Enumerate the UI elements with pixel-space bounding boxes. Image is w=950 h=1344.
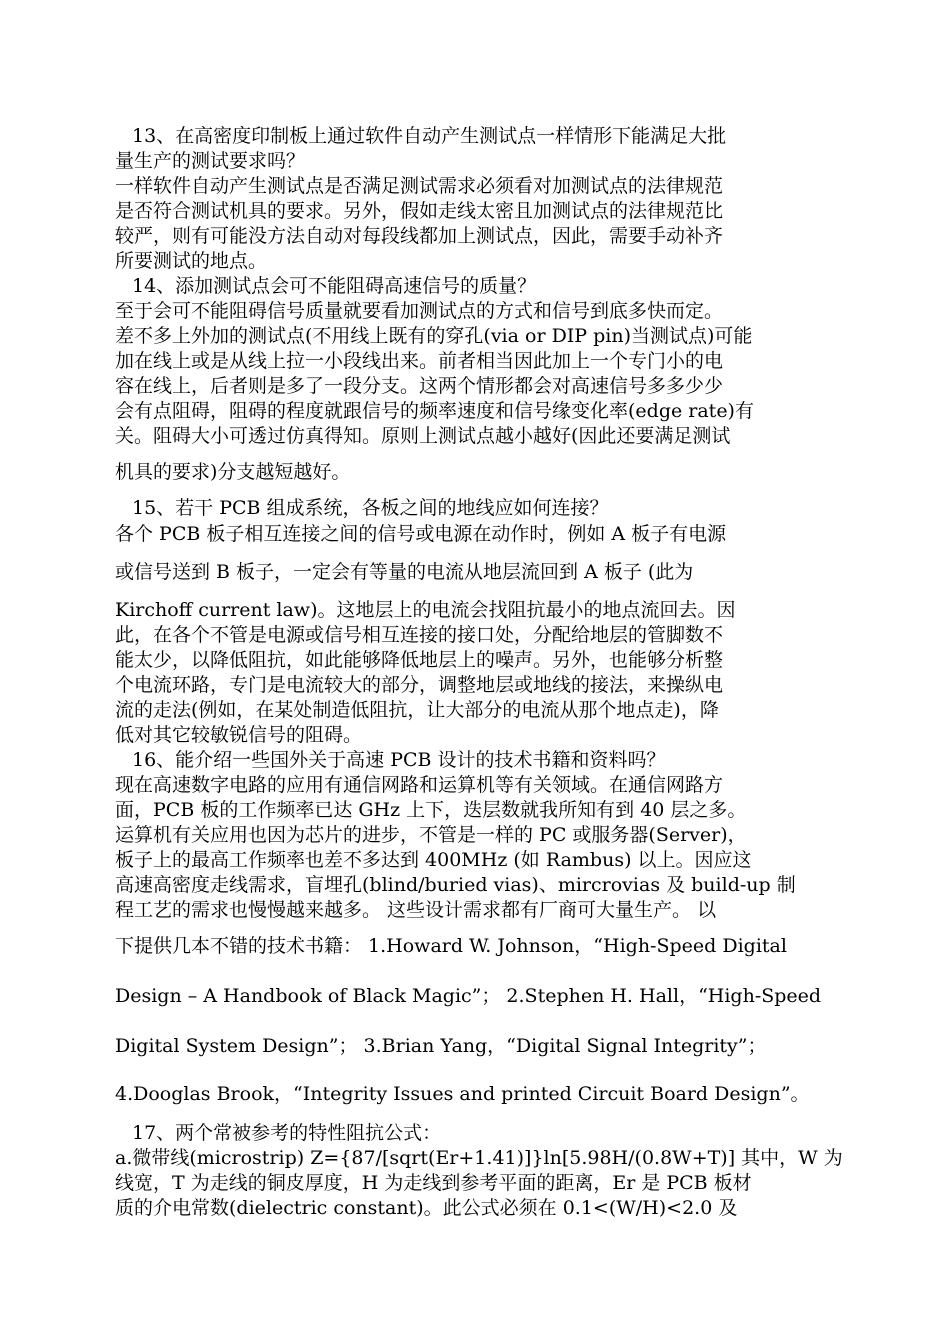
- q13-answer-line-3: 较严，则有可能没方法自动对每段线都加上测试点，因此，需要手动补齐: [115, 225, 724, 247]
- q13-answer-line-2: 是否符合测试机具的要求。另外，假如走线太密且加测试点的法律规范比: [115, 200, 724, 222]
- q16-answer-line-1: 现在高速数字电路的应用有通信网路和运算机等有关领域。在通信网路方: [115, 774, 724, 796]
- q16-answer-line-8: Design – A Handbook of Black Magic”； 2.Stephen H. Hall，“High-Speed: [115, 985, 822, 1007]
- q15-answer-line-1: 各个 PCB 板子相互连接之间的信号或电源在动作时，例如 A 板子有电源: [115, 523, 727, 545]
- q17-answer-line-1: a.微带线(microstrip) Z={87/[sqrt(Er+1.41)]}ln[5.98H/(0.8W+T)] 其中，W 为: [115, 1147, 843, 1169]
- q13-answer-line-4: 所要测试的地点。: [115, 250, 268, 272]
- q16-answer-line-6: 程工艺的需求也慢慢越来越多。 这些设计需求都有厂商可大量生产。 以: [115, 899, 717, 921]
- q15-answer-line-8: 低对其它较敏锐信号的阻碍。: [115, 724, 363, 746]
- q14-answer-line-7: 机具的要求)分支越短越好。: [115, 461, 351, 483]
- q14-answer-line-1: 至于会可不能阻碍信号质量就要看加测试点的方式和信号到底多快而定。: [115, 300, 724, 322]
- q16-answer-line-9: Digital System Design”； 3.Brian Yang，“Digital Signal Integrity”；: [115, 1035, 767, 1057]
- q15-answer-line-5: 能太少，以降低阻抗，如此能够降低地层上的噪声。另外，也能够分析整: [115, 649, 724, 671]
- q16-answer-line-7: 下提供几本不错的技术书籍： 1.Howard W. Johnson，“High-Speed Digital: [115, 935, 787, 957]
- q17-heading-line: 17、两个常被参考的特性阻抗公式：: [132, 1122, 442, 1144]
- q16-answer-line-10: 4.Dooglas Brook，“Integrity Issues and printed Circuit Board Design”。: [115, 1083, 810, 1105]
- q14-answer-line-4: 容在线上，后者则是多了一段分支。这两个情形都会对高速信号多多少少: [115, 375, 724, 397]
- q15-answer-line-4: 此，在各个不管是电源或信号相互连接的接口处，分配给地层的管脚数不: [115, 624, 724, 646]
- q14-heading-line: 14、添加测试点会可不能阻碍高速信号的质量？: [132, 275, 537, 297]
- q16-heading-line: 16、能介绍一些国外关于高速 PCB 设计的技术书籍和资料吗？: [132, 749, 666, 771]
- q15-answer-line-7: 流的走法(例如，在某处制造低阻抗，让大部分的电流从那个地点走)，降: [115, 699, 719, 721]
- q14-answer-line-5: 会有点阻碍，阻碍的程度就跟信号的频率速度和信号缘变化率(edge rate)有: [115, 400, 754, 422]
- q13-heading-line-2: 量生产的测试要求吗？: [115, 150, 306, 172]
- q16-answer-line-3: 运算机有关应用也因为芯片的进步，不管是一样的 PC 或服务器(Server)，: [115, 824, 747, 846]
- q15-answer-line-6: 个电流环路，专门是电流较大的部分，调整地层或地线的接法，来操纵电: [115, 674, 724, 696]
- q16-answer-line-5: 高速高密度走线需求，盲埋孔(blind/buried vias)、mircrovias 及 build-up 制: [115, 874, 796, 896]
- q17-answer-line-2: 线宽，T 为走线的铜皮厚度，H 为走线到参考平面的距离，Er 是 PCB 板材: [115, 1172, 752, 1194]
- q16-answer-line-2: 面，PCB 板的工作频率已达 GHz 上下，迭层数就我所知有到 40 层之多。: [115, 799, 747, 821]
- q15-answer-line-3: Kirchoff current law)。这地层上的电流会找阻抗最小的地点流回去。因: [115, 599, 736, 621]
- q15-heading-line: 15、若干 PCB 组成系统，各板之间的地线应如何连接？: [132, 497, 609, 519]
- q13-answer-line-1: 一样软件自动产生测试点是否满足测试需求必须看对加测试点的法律规范: [115, 175, 724, 197]
- q17-answer-line-3: 质的介电常数(dielectric constant)。此公式必须在 0.1<(W/H)<2.0 及: [115, 1197, 738, 1219]
- q15-answer-line-2: 或信号送到 B 板子，一定会有等量的电流从地层流回到 A 板子 (此为: [115, 561, 694, 583]
- q13-heading-line-1: 13、在高密度印制板上通过软件自动产生测试点一样情形下能满足大批: [132, 125, 727, 147]
- q14-answer-line-6: 关。阻碍大小可透过仿真得知。原则上测试点越小越好(因此还要满足测试: [115, 425, 731, 447]
- q14-answer-line-2: 差不多上外加的测试点(不用线上既有的穿孔(via or DIP pin)当测试点)可能: [115, 325, 753, 347]
- q14-answer-line-3: 加在线上或是从线上拉一小段线出来。前者相当因此加上一个专门小的电: [115, 350, 724, 372]
- q16-answer-line-4: 板子上的最高工作频率也差不多达到 400MHz (如 Rambus) 以上。因应这: [115, 849, 752, 871]
